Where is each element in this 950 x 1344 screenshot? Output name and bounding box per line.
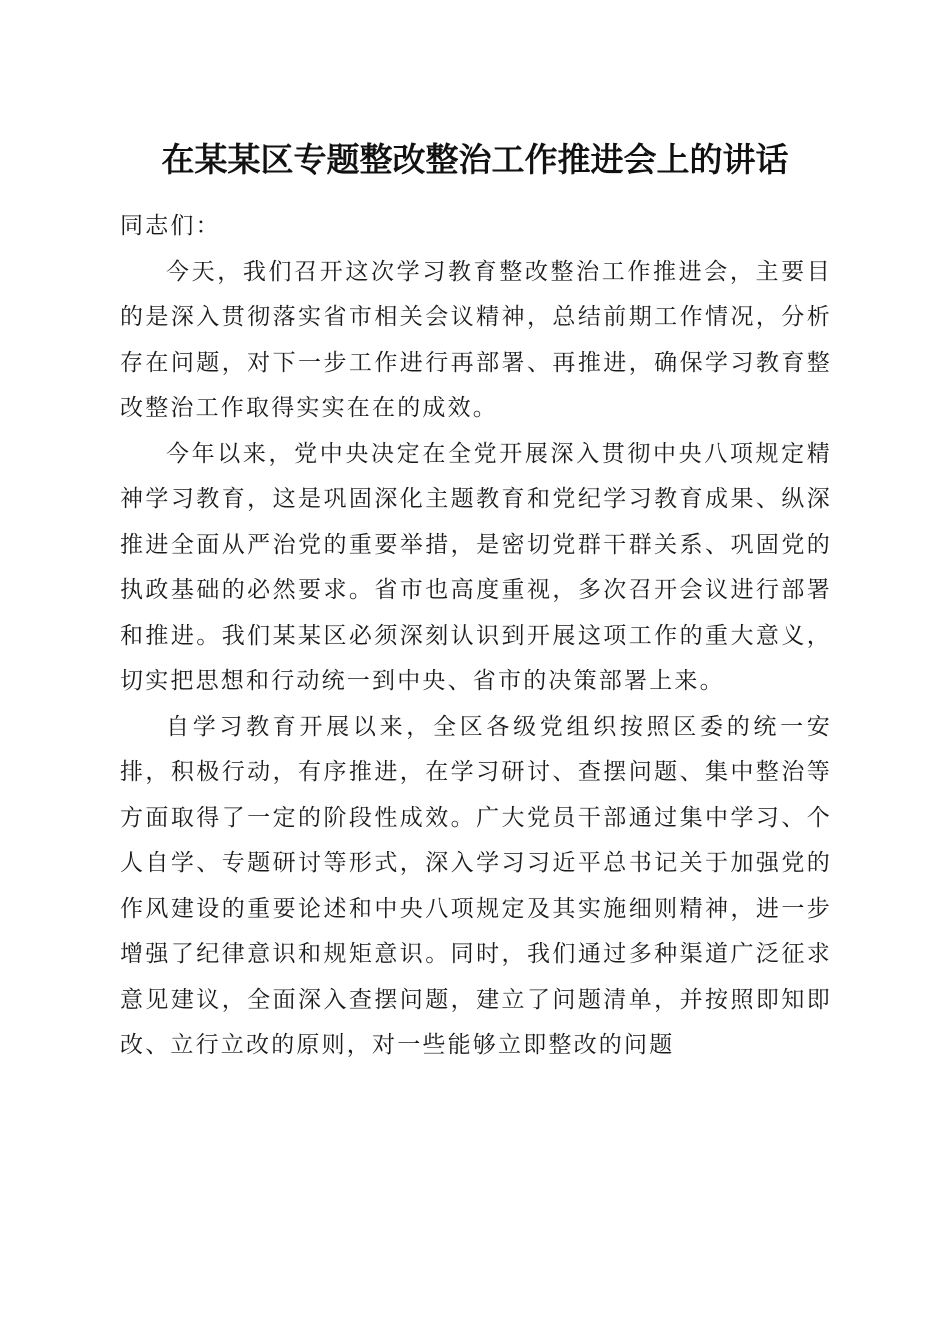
salutation: 同志们：	[120, 213, 221, 239]
page-title: 在某某区专题整改整治工作推进会上的讲话	[161, 140, 789, 179]
document-body	[120, 204, 832, 1069]
paragraph-1: 今天，我们召开这次学习教育整改整治工作推进会，主要目的是深入贯彻落实省市相关会议精神，总结前期工作情况，分析存在问题，对下一步工作进行再部署、再推进，确保学习教育整改整治工作取得实实在在的成效。	[120, 258, 832, 421]
paragraph-2: 今年以来，党中央决定在全党开展深入贯彻中央八项规定精神学习教育，这是巩固深化主题教育和党纪学习教育成果、纵深推进全面从严治党的重要举措，是密切党群干群关系、巩固党的执政基础的必然要求。省市也高度重视，多次召开会议进行部署和推进。我们某某区必须深刻认识到开展这项工作的重大意义，切实把思想和行动统一到中央、省市的决策部署上来。	[120, 440, 832, 694]
paragraph-3: 自学习教育开展以来，全区各级党组织按照区委的统一安排，积极行动，有序推进，在学习研讨、查摆问题、集中整治等方面取得了一定的阶段性成效。广大党员干部通过集中学习、个人自学、专题研讨等形式，深入学习习近平总书记关于加强党的作风建设的重要论述和中央八项规定及其实施细则精神，进一步增强了纪律意识和规矩意识。同时，我们通过多种渠道广泛征求意见建议，全面深入查摆问题，建立了问题清单，并按照即知即改、立行立改的原则，对一些能够立即整改的问题	[120, 713, 832, 1058]
